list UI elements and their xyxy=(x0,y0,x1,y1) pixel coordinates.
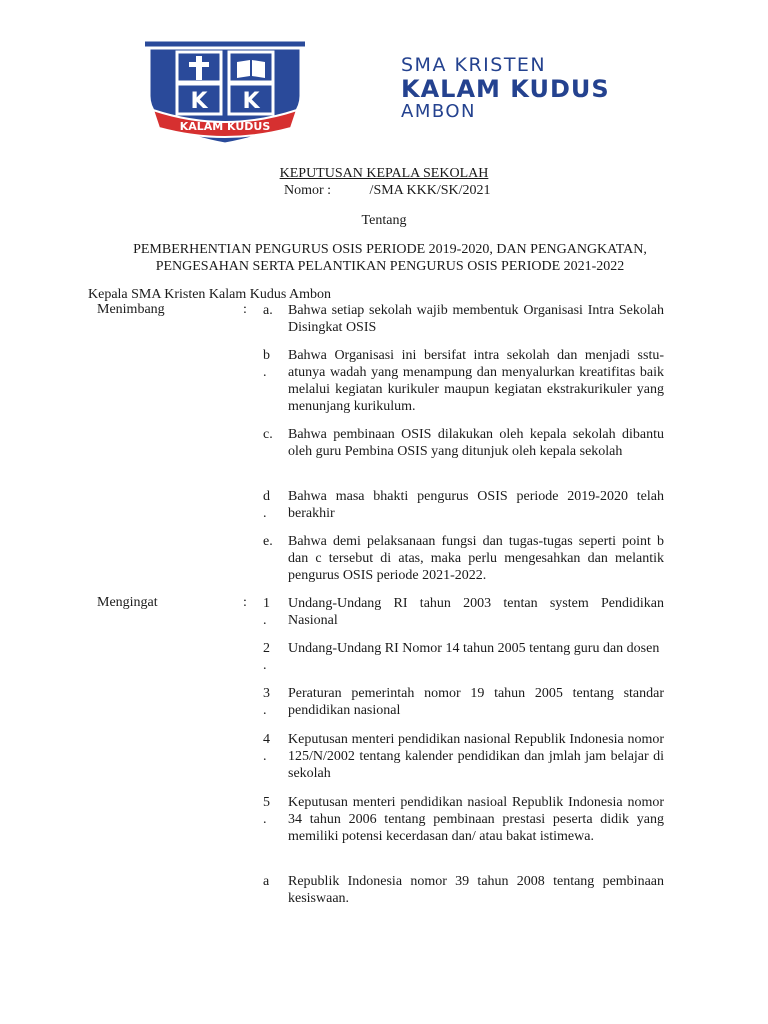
menimbang-marker-a: a. xyxy=(263,303,273,318)
school-logo xyxy=(143,38,307,146)
mengingat-marker-3: 3 . xyxy=(263,686,270,718)
mengingat-marker-5: 5 . xyxy=(263,795,270,827)
menimbang-label: Menimbang xyxy=(97,302,165,317)
school-name-line2: KALAM KUDUS xyxy=(401,75,610,103)
menimbang-item-d: Bahwa masa bhakti pengurus OSIS periode 2019-2020 telah berakhir xyxy=(288,489,664,521)
logo-letter-left: K xyxy=(190,89,208,114)
menimbang-item-a: Bahwa setiap sekolah wajib membentuk Organisasi Intra Sekolah Disingkat OSIS xyxy=(288,303,664,335)
mengingat-colon: : xyxy=(243,595,247,610)
letterhead xyxy=(0,0,768,150)
mengingat-item-1: Undang-Undang RI tahun 2003 tentan system Pendidikan Nasional xyxy=(288,596,664,628)
menimbang-marker-c: c. xyxy=(263,427,273,442)
document-subject xyxy=(90,241,690,275)
document-title xyxy=(0,166,768,182)
subject-line-2: PENGESAHAN SERTA PELANTIKAN PENGURUS OSIS PERIODE 2021-2022 xyxy=(155,259,625,274)
school-name-line1: SMA KRISTEN xyxy=(401,54,547,76)
opening-line: Kepala SMA Kristen Kalam Kudus Ambon xyxy=(88,287,332,302)
school-name xyxy=(401,56,610,121)
mengingat-marker-a: a xyxy=(263,874,270,889)
menimbang-marker-b: b . xyxy=(263,348,270,380)
logo-letter-right: K xyxy=(242,89,260,114)
document-title-text: KEPUTUSAN KEPALA SEKOLAH xyxy=(279,166,489,181)
mengingat-marker-2: 2 . xyxy=(263,641,270,673)
menimbang-item-e: Bahwa demi pelaksanaan fungsi dan tugas-tugas seperti point b dan c tersebut di atas, maka perlu mengesahkan dan melantik pengurus OSIS periode 2021-2022. xyxy=(288,534,664,583)
mengingat-item-2: Undang-Undang RI Nomor 14 tahun 2005 tentang guru dan dosen xyxy=(288,641,660,656)
mengingat-marker-4: 4 . xyxy=(263,732,270,764)
tentang-label: Tentang xyxy=(361,213,407,228)
school-name-line3: AMBON xyxy=(401,101,477,122)
logo-banner-text: KALAM KUDUS xyxy=(179,120,271,133)
menimbang-colon: : xyxy=(243,302,247,317)
mengingat-item-4: Keputusan menteri pendidikan nasional Republik Indonesia nomor 125/N/2002 tentang kalender pendidikan dan jmlah jam belajar di sekolah xyxy=(288,732,664,781)
mengingat-item-a: Republik Indonesia nomor 39 tahun 2008 tentang pembinaan kesiswaan. xyxy=(288,874,664,906)
menimbang-marker-e: e. xyxy=(263,534,273,549)
menimbang-item-b: Bahwa Organisasi ini bersifat intra sekolah dan menjadi sstu-atunya wadah yang menampung dan menyalurkan kreatifitas baik melalui kegiatan kurikuler maupun kegiatan ekstrakurikuler yang menunjang kurikulum. xyxy=(288,348,664,414)
mengingat-item-3: Peraturan pemerintah nomor 19 tahun 2005 tentang standar pendidikan nasional xyxy=(288,686,664,718)
document-number: Nomor : /SMA KKK/SK/2021 xyxy=(284,183,491,198)
mengingat-label: Mengingat xyxy=(97,595,158,610)
menimbang-marker-d: d . xyxy=(263,489,270,521)
subject-line-1: PEMBERHENTIAN PENGURUS OSIS PERIODE 2019-2020, DAN PENGANGKATAN, xyxy=(133,242,647,257)
mengingat-marker-1: 1 . xyxy=(263,596,270,628)
mengingat-item-5: Keputusan menteri pendidikan nasioal Republik Indonesia nomor 34 tahun 2006 tentang pembinaan prestasi peserta didik yang memiliki potensi kecerdasan dan/ atau bakat istimewa. xyxy=(288,795,664,844)
menimbang-item-c: Bahwa pembinaan OSIS dilakukan oleh kepala sekolah dibantu oleh guru Pembina OSIS yang ditunjuk oleh kepala sekolah xyxy=(288,427,664,459)
